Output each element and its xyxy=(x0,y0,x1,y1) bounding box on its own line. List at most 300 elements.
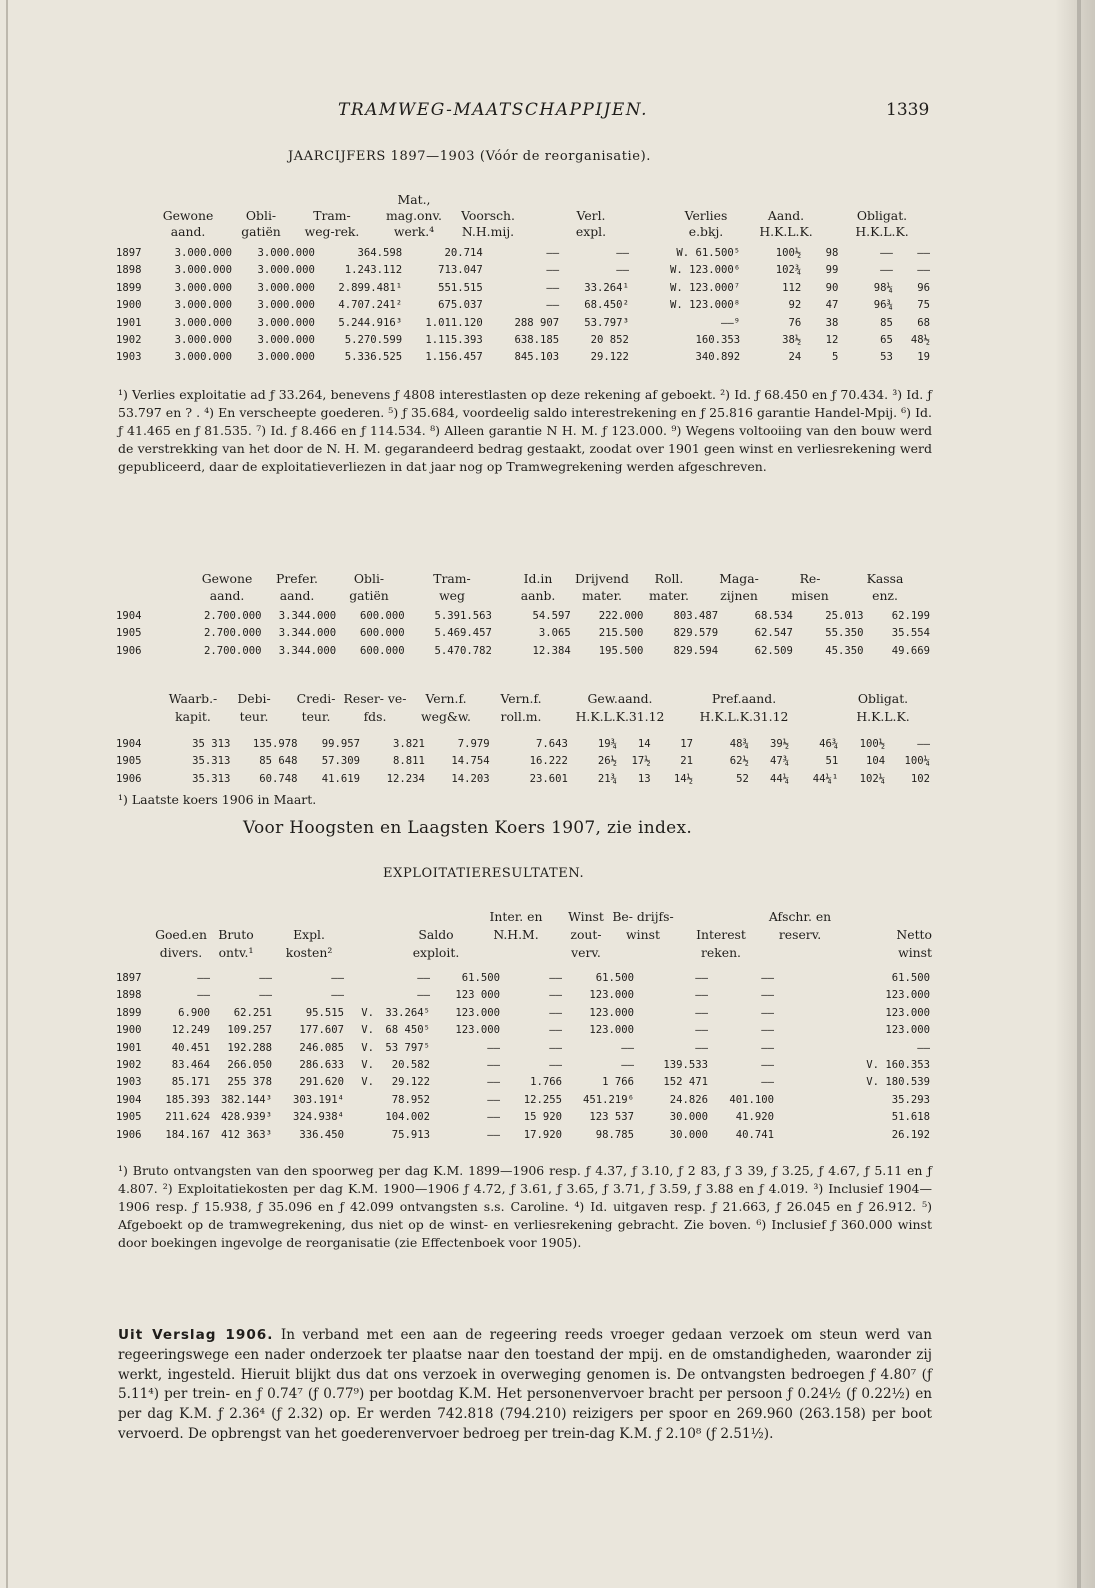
balans-b-row xyxy=(114,753,932,770)
balans-b-footnote: ¹) Laatste koers 1906 in Maart. xyxy=(118,792,317,807)
table-cell: 3.000.000 xyxy=(174,281,232,294)
table-cell: V. xyxy=(361,1024,374,1037)
table-cell: —— xyxy=(259,989,272,1002)
table-cell: W. 123.000⁷ xyxy=(670,281,741,294)
page-left-edge xyxy=(6,0,8,1588)
balans-b-row xyxy=(114,771,932,788)
table-cell: 1.243.112 xyxy=(344,264,403,277)
table-cell: 102 xyxy=(910,772,930,785)
table-cell: 600.000 xyxy=(360,627,405,640)
exploitatie-col-4: Inter. en N.H.M. xyxy=(489,909,543,942)
exploitatie-row xyxy=(114,1022,932,1039)
table-cell: 68 450⁵ xyxy=(385,1024,430,1037)
table-cell: —— xyxy=(331,989,344,1002)
table-cell: 40.451 xyxy=(171,1041,210,1054)
table-cell: 44¼¹ xyxy=(812,772,839,785)
table-cell: —— xyxy=(616,264,629,277)
year-cell: 1905 xyxy=(116,1111,142,1124)
table-cell: —— xyxy=(761,989,774,1002)
table-cell: 21¾ xyxy=(597,772,618,785)
table-cell: 2.899.481¹ xyxy=(338,281,403,294)
jaarcijfers-col-gewone: Gewone aand. xyxy=(162,208,214,239)
table-cell: W. 123.000⁶ xyxy=(670,264,741,277)
table-cell: —— xyxy=(417,972,430,984)
table-cell: 90 xyxy=(825,281,839,294)
table-cell: —— xyxy=(616,247,629,259)
table-cell: 600.000 xyxy=(360,644,405,657)
table-cell: 53 xyxy=(880,351,893,364)
year-cell: 1902 xyxy=(116,334,142,347)
table-cell: 29.122 xyxy=(590,351,629,364)
exploitatie-row xyxy=(114,987,932,1004)
table-cell: 215.500 xyxy=(598,627,644,640)
year-cell: 1900 xyxy=(116,1024,142,1037)
table-cell: 5.270.599 xyxy=(344,334,403,347)
table-cell xyxy=(346,970,376,987)
table-cell: 3.821 xyxy=(392,738,425,750)
table-cell: 123.000 xyxy=(455,1024,500,1037)
table-cell: —— xyxy=(917,247,930,259)
table-cell: —— xyxy=(917,738,930,750)
table-cell: 2.700.000 xyxy=(204,627,262,640)
table-cell: 85 648 xyxy=(259,755,298,768)
table-cell: —— xyxy=(487,1111,500,1124)
table-cell: 401.100 xyxy=(729,1093,774,1106)
verslag-heading: Uit Verslag 1906. xyxy=(118,1327,274,1343)
table-cell: 61.500 xyxy=(595,972,634,984)
table-cell: 5.470.782 xyxy=(434,644,492,657)
table-cell: 303.191⁴ xyxy=(292,1093,344,1106)
table-cell: 6.900 xyxy=(178,1006,210,1019)
table-cell: —— xyxy=(549,1041,562,1054)
table-cell: 49.669 xyxy=(891,644,930,657)
year-cell: 1900 xyxy=(116,299,142,312)
table-cell: 48¾ xyxy=(729,738,749,750)
table-cell: 35.554 xyxy=(891,627,930,640)
table-cell: 5.469.457 xyxy=(434,627,492,640)
table-cell: —— xyxy=(880,264,893,277)
jaarcijfers-col-voorsch: Voorsch. N.H.mij. xyxy=(461,208,515,239)
year-cell: 1903 xyxy=(116,351,142,364)
page-number: 1339 xyxy=(886,100,930,120)
table-cell: 152 471 xyxy=(663,1076,708,1089)
table-cell: 46¾ xyxy=(819,738,839,750)
table-cell: —— xyxy=(546,247,560,259)
table-cell: —— xyxy=(259,972,272,984)
jaarcijfers-col-obligat-hklk: Obligat. H.K.L.K. xyxy=(855,208,909,239)
table-cell: 336.450 xyxy=(299,1128,344,1141)
table-cell: 61.500 xyxy=(461,972,500,984)
table-cell: 61.500 xyxy=(891,972,930,984)
table-cell: 829.579 xyxy=(673,627,719,640)
table-cell: 3.000.000 xyxy=(174,264,232,277)
table-cell: 3.344.000 xyxy=(278,644,337,657)
balans-a-col-3: Tram- weg xyxy=(433,571,471,603)
table-cell: —— xyxy=(761,972,774,984)
jaarcijfers-col-verl-expl: Verl. expl. xyxy=(575,208,607,239)
table-cell: W. 61.500⁵ xyxy=(676,247,741,259)
table-cell: —— xyxy=(761,1059,774,1072)
table-cell: —— xyxy=(917,264,930,277)
balans-a-col-8: Re- misen xyxy=(791,571,829,603)
table-cell: 38½ xyxy=(782,334,802,347)
table-cell: 713.047 xyxy=(438,264,483,277)
verslag-text: In verband met een aan de regeering reeds vroeger gedaan verzoek om steun werd van regeeringswege een nader onderzoek ter plaatse naar den toestand der mpij. en de omstandigheden, waaronder zij werkt, ingesteld. Hieruit blijkt dus dat ons verzoek in overweging genomen is. De ontvangsten bedroegen ƒ 4.80⁷ (ƒ 5.11⁴) per trein- en ƒ 0.74⁷ (ƒ 0.77⁹) per bootdag K.M. Het personenvervoer bracht per persoon ƒ 0.24½ (ƒ 0.22½) en per dag K.M. ƒ 2.36⁴ (ƒ 2.32) op. Er werden 742.818 (794.210) reizigers per spoor en 269.960 (263.158) per boot vervoerd. De opbrengst van het goederenvervoer bedroeg per trein-dag K.M. ƒ 2.10⁸ (ƒ 2.51½). xyxy=(118,1327,932,1442)
table-cell: 3.000.000 xyxy=(257,351,315,364)
table-cell: —— xyxy=(546,264,560,277)
table-cell: V. 180.539 xyxy=(866,1076,930,1089)
table-cell: 600.000 xyxy=(360,610,405,622)
table-cell: 829.594 xyxy=(673,644,719,657)
balans-b-col-1: Debi- teur. xyxy=(237,691,271,724)
year-cell: 1904 xyxy=(116,610,142,622)
table-cell: V. xyxy=(361,1059,374,1072)
table-cell: 62.547 xyxy=(754,627,793,640)
table-cell: 12 xyxy=(825,334,839,347)
balans-a-row xyxy=(114,625,932,642)
table-cell: 803.487 xyxy=(673,610,719,622)
table-cell: V. 160.353 xyxy=(866,1059,930,1072)
exploitatie-col-3: Saldo exploit. xyxy=(412,927,460,960)
table-cell: 14½ xyxy=(673,772,694,785)
table-cell: 55.350 xyxy=(825,627,864,640)
table-cell: 53.797³ xyxy=(584,316,629,329)
table-cell: 65 xyxy=(880,334,893,347)
exploitatie-row xyxy=(114,1005,932,1022)
table-cell: 845.103 xyxy=(514,351,560,364)
exploitatie-col-9: Netto winst xyxy=(896,927,932,960)
balans-b-col-6: Gew.aand. H.K.L.K.31.12 xyxy=(575,691,665,724)
table-cell: 98¼ xyxy=(873,281,893,294)
exploitatie-row xyxy=(114,1057,932,1074)
jaarcijfers-title: JAARCIJFERS 1897—1903 (Vóór de reorganisatie). xyxy=(288,149,651,164)
table-cell: 286.633 xyxy=(299,1059,344,1072)
balans-b-col-5: Vern.f. roll.m. xyxy=(500,691,542,724)
year-cell: 1899 xyxy=(116,281,142,294)
year-cell: 1901 xyxy=(116,316,142,329)
table-cell: 7.979 xyxy=(457,738,490,750)
table-cell: 15 920 xyxy=(523,1111,562,1124)
table-cell: 12.234 xyxy=(386,772,425,785)
table-cell: ——⁹ xyxy=(721,316,741,329)
table-cell: 675.037 xyxy=(438,299,483,312)
balans-b-col-7: Pref.aand. H.K.L.K.31.12 xyxy=(699,691,789,724)
balans-b-row xyxy=(114,736,932,753)
year-cell: 1905 xyxy=(116,627,142,640)
table-cell: 104.002 xyxy=(385,1111,430,1124)
table-cell: 19 xyxy=(917,351,930,364)
table-cell: 24 xyxy=(788,351,802,364)
table-cell: —— xyxy=(549,1006,562,1019)
table-cell: 3.000.000 xyxy=(174,247,232,259)
balans-a-col-2: Obli- gatiën xyxy=(349,571,389,603)
table-cell: 3.344.000 xyxy=(278,610,337,622)
year-cell: 1898 xyxy=(116,989,142,1002)
table-cell: —— xyxy=(880,247,893,259)
table-cell: 246.085 xyxy=(299,1041,344,1054)
table-cell: 4.707.241² xyxy=(338,299,403,312)
table-cell: 8.811 xyxy=(392,755,425,768)
table-cell: 62.199 xyxy=(891,610,930,622)
table-cell: —— xyxy=(487,1041,500,1054)
table-cell: 428.939³ xyxy=(220,1111,272,1124)
table-cell: —— xyxy=(695,1041,708,1054)
exploitatie-col-8: Afschr. en reserv. xyxy=(768,909,832,942)
table-cell: 40.741 xyxy=(735,1128,774,1141)
table-cell: 62½ xyxy=(729,755,749,768)
table-cell: 3.000.000 xyxy=(174,316,232,329)
table-cell: 62.509 xyxy=(754,644,793,657)
table-cell: 291.620 xyxy=(299,1076,344,1089)
table-cell: —— xyxy=(549,972,562,984)
balans-a-col-6: Roll. mater. xyxy=(649,571,689,603)
table-cell: 123 000 xyxy=(455,989,500,1002)
jaarcijfers-row xyxy=(114,297,932,314)
exploitatie-col-6: Be- drijfs- winst xyxy=(612,909,674,942)
table-cell: 39½ xyxy=(769,738,790,750)
table-cell: 638.185 xyxy=(514,334,560,347)
year-cell: 1901 xyxy=(116,1041,142,1054)
table-cell: 123.000 xyxy=(589,1024,634,1037)
jaarcijfers-col-verlies: Verlies e.bkj. xyxy=(684,208,728,239)
year-cell: 1898 xyxy=(116,264,142,277)
table-cell: W. 123.000⁸ xyxy=(670,299,741,312)
table-cell: 123.000 xyxy=(455,1006,500,1019)
table-cell: 5.244.916³ xyxy=(338,316,403,329)
table-cell: 3.000.000 xyxy=(257,316,315,329)
exploitatie-row xyxy=(114,1074,932,1091)
table-cell: —— xyxy=(549,1059,562,1072)
table-cell: 20 852 xyxy=(590,334,629,347)
table-cell: 211.624 xyxy=(165,1111,210,1124)
table-cell: 139.533 xyxy=(663,1059,708,1072)
table-cell: 222.000 xyxy=(598,610,644,622)
table-cell: 2.700.000 xyxy=(204,610,262,622)
balans-a-row xyxy=(114,608,932,625)
exploitatie-row xyxy=(114,1092,932,1109)
jaarcijfers-row xyxy=(114,280,932,297)
table-cell: 99 xyxy=(825,264,839,277)
exploitatie-row xyxy=(114,1040,932,1057)
table-cell: 123.000 xyxy=(589,989,634,1002)
exploitatie-col-0: Goed.en divers. xyxy=(155,927,207,960)
table-cell: 26.192 xyxy=(891,1128,930,1141)
table-cell: —— xyxy=(695,989,708,1002)
table-cell: 14 xyxy=(637,738,651,750)
table-cell: 52 xyxy=(736,772,749,785)
exploitatie-col-2: Expl. kosten² xyxy=(285,927,333,960)
jaarcijfers-footnote: ¹) Verlies exploitatie ad ƒ 33.264, benevens ƒ 4808 interestlasten op deze rekening af geboekt. ²) Id. ƒ 68.450 en ƒ 70.434. ³) Id. ƒ 53.797 en ? . ⁴) En verscheepte goederen. ⁵) ƒ 35.684, voordeelig saldo interestrekening en ƒ 25.816 garantie Handel-Mpij. ⁶) Id. ƒ 41.465 en ƒ 81.535. ⁷) Id. ƒ 8.466 en ƒ 114.534. ⁸) Alleen garantie N H. M. ƒ 123.000. ⁹) Wegens voltooiing van den bouw werd de verstrekking van het door de N. H. M. gegarandeerd bedrag gestaakt, zoodat over 1901 geen winst en verliesrekening werd gepubliceerd, daar de exploitatieverliezen in dat jaar nog op Tramwegrekening werden afgeschreven. xyxy=(118,387,932,475)
table-cell: 48½ xyxy=(910,334,930,347)
table-cell: 160.353 xyxy=(695,334,741,347)
table-cell: 177.607 xyxy=(299,1024,344,1037)
table-cell: 68.450² xyxy=(584,299,629,312)
table-cell: 35.293 xyxy=(891,1093,930,1106)
table-cell: 2.700.000 xyxy=(204,644,262,657)
table-cell: 451.219⁶ xyxy=(582,1093,634,1106)
year-cell: 1904 xyxy=(116,738,142,750)
table-cell: 3.000.000 xyxy=(257,299,315,312)
table-cell: 99.957 xyxy=(321,738,361,750)
table-cell: V. xyxy=(361,1006,374,1019)
table-cell: 41.619 xyxy=(321,772,361,785)
table-cell: —— xyxy=(546,281,560,294)
table-cell: 24.826 xyxy=(669,1093,708,1106)
table-cell: —— xyxy=(621,1059,634,1072)
table-cell: 266.050 xyxy=(227,1059,272,1072)
table-cell: 102¾ xyxy=(775,264,802,277)
table-cell: 123.000 xyxy=(885,989,930,1002)
table-cell: 324.938⁴ xyxy=(292,1111,344,1124)
balans-a-row xyxy=(114,643,932,660)
table-cell: 3.065 xyxy=(538,627,571,640)
table-cell: —— xyxy=(761,1041,774,1054)
balans-b-table xyxy=(114,736,932,788)
balans-a-col-9: Kassa enz. xyxy=(866,571,904,603)
table-cell: —— xyxy=(487,1093,500,1106)
table-cell: 16.222 xyxy=(529,755,568,768)
table-cell: 57.309 xyxy=(321,755,361,768)
table-cell: —— xyxy=(761,1024,774,1037)
table-cell: 104 xyxy=(866,755,886,768)
balans-a-col-1: Prefer. aand. xyxy=(275,571,318,603)
table-cell: 98 xyxy=(825,247,839,259)
table-cell: 195.500 xyxy=(598,644,644,657)
table-cell: —— xyxy=(197,972,210,984)
table-cell: —— xyxy=(761,1076,774,1089)
balans-b-col-8: Obligat. H.K.L.K. xyxy=(856,691,910,724)
table-cell: 551.515 xyxy=(438,281,483,294)
table-cell: 5 xyxy=(831,351,839,364)
table-cell: 68.534 xyxy=(754,610,793,622)
table-cell: 68 xyxy=(917,316,930,329)
table-cell: 53 797⁵ xyxy=(385,1041,430,1054)
table-cell: V. xyxy=(361,1076,374,1089)
jaarcijfers-col-tramweg: Tram- weg-rek. xyxy=(304,208,360,239)
table-cell: —— xyxy=(197,989,210,1002)
table-cell: —— xyxy=(417,989,430,1002)
exploitatie-col-7: Interest reken. xyxy=(696,927,746,960)
table-cell: 123.000 xyxy=(589,1006,634,1019)
jaarcijfers-row xyxy=(114,332,932,349)
table-cell: 96 xyxy=(917,281,930,294)
table-cell: —— xyxy=(546,299,560,312)
table-cell: 135.978 xyxy=(252,738,298,750)
exploitatie-title: EXPLOITATIERESULTATEN. xyxy=(383,866,585,881)
page-right-shadow xyxy=(1055,0,1095,1588)
table-cell: 33.264¹ xyxy=(584,281,629,294)
balans-b-col-4: Vern.f. weg&w. xyxy=(421,691,471,724)
exploitatie-row xyxy=(114,1127,932,1144)
table-cell: 100¼ xyxy=(904,755,930,768)
table-cell: 76 xyxy=(788,316,802,329)
exploitatie-row xyxy=(114,970,932,987)
table-cell: 12.249 xyxy=(171,1024,210,1037)
year-cell: 1902 xyxy=(116,1059,142,1072)
jaarcijfers-row xyxy=(114,262,932,279)
table-cell: 3.000.000 xyxy=(257,334,315,347)
table-cell: 83.464 xyxy=(171,1059,210,1072)
table-cell: 44¼ xyxy=(769,772,790,785)
table-cell: 51 xyxy=(825,755,839,768)
table-cell: 75.913 xyxy=(391,1128,430,1141)
table-cell: 1.011.120 xyxy=(425,316,483,329)
table-cell: 123.000 xyxy=(885,1024,930,1037)
table-cell: 47 xyxy=(825,299,839,312)
table-cell: —— xyxy=(695,1024,708,1037)
table-cell: —— xyxy=(549,989,562,1002)
table-cell: 1.766 xyxy=(530,1076,562,1089)
table-cell: 123 537 xyxy=(589,1111,634,1124)
table-cell: 3.000.000 xyxy=(174,299,232,312)
table-cell: 85.171 xyxy=(171,1076,210,1089)
table-cell: 12.255 xyxy=(523,1093,562,1106)
table-cell: 25.013 xyxy=(825,610,864,622)
balans-b-col-3: Reser- ve-fds. xyxy=(343,691,407,724)
table-cell: 33.264⁵ xyxy=(385,1006,430,1019)
table-cell: —— xyxy=(695,972,708,984)
jaarcijfers-table xyxy=(114,245,932,367)
table-cell: 3.000.000 xyxy=(257,281,315,294)
table-cell: 17 xyxy=(680,738,694,750)
table-cell: 1.156.457 xyxy=(425,351,483,364)
table-cell xyxy=(346,1127,376,1144)
table-cell: 100½ xyxy=(859,738,886,750)
table-cell: 192.288 xyxy=(227,1041,272,1054)
table-cell xyxy=(346,1109,376,1126)
table-cell: 382.144³ xyxy=(220,1093,272,1106)
year-cell: 1906 xyxy=(116,772,142,785)
table-cell: 5.336.525 xyxy=(344,351,403,364)
table-cell: 23.601 xyxy=(529,772,568,785)
table-cell: 112 xyxy=(782,281,802,294)
table-cell: —— xyxy=(487,1128,500,1141)
verslag-paragraph xyxy=(118,1326,932,1445)
balans-a-col-0: Gewone aand. xyxy=(201,571,253,603)
table-cell: 45.350 xyxy=(825,644,864,657)
table-cell: 1.115.393 xyxy=(425,334,483,347)
table-cell: 60.748 xyxy=(259,772,298,785)
table-cell: 20.582 xyxy=(391,1059,430,1072)
table-cell: 98.785 xyxy=(595,1128,634,1141)
balans-b-col-2: Credi- teur. xyxy=(296,691,336,724)
table-cell: 78.952 xyxy=(391,1093,430,1106)
page-right-edge xyxy=(1077,0,1081,1588)
jaarcijfers-row xyxy=(114,245,932,262)
table-cell: 47¾ xyxy=(769,755,790,768)
table-cell: 14.203 xyxy=(451,772,490,785)
table-cell: —— xyxy=(695,1006,708,1019)
table-cell: 95.515 xyxy=(305,1006,344,1019)
table-cell: —— xyxy=(621,1041,634,1054)
table-cell xyxy=(346,987,376,1004)
table-cell: 17.920 xyxy=(523,1128,562,1141)
table-cell: 3.000.000 xyxy=(174,334,232,347)
table-cell: 288 907 xyxy=(514,316,560,329)
jaarcijfers-col-obligaties: Obli- gatiën xyxy=(241,208,281,239)
table-cell: —— xyxy=(917,1041,930,1054)
jaarcijfers-row xyxy=(114,349,932,366)
table-cell: —— xyxy=(487,1059,500,1072)
balans-a-table xyxy=(114,608,932,660)
table-cell: 96¾ xyxy=(873,299,893,312)
table-cell: 26½ xyxy=(597,755,618,768)
table-cell: 412 363³ xyxy=(220,1128,272,1141)
exploitatie-col-5: Winst zout- verv. xyxy=(568,909,604,960)
table-cell: 38 xyxy=(825,316,839,329)
exploitatie-row xyxy=(114,1109,932,1126)
table-cell: 35.313 xyxy=(192,755,231,768)
